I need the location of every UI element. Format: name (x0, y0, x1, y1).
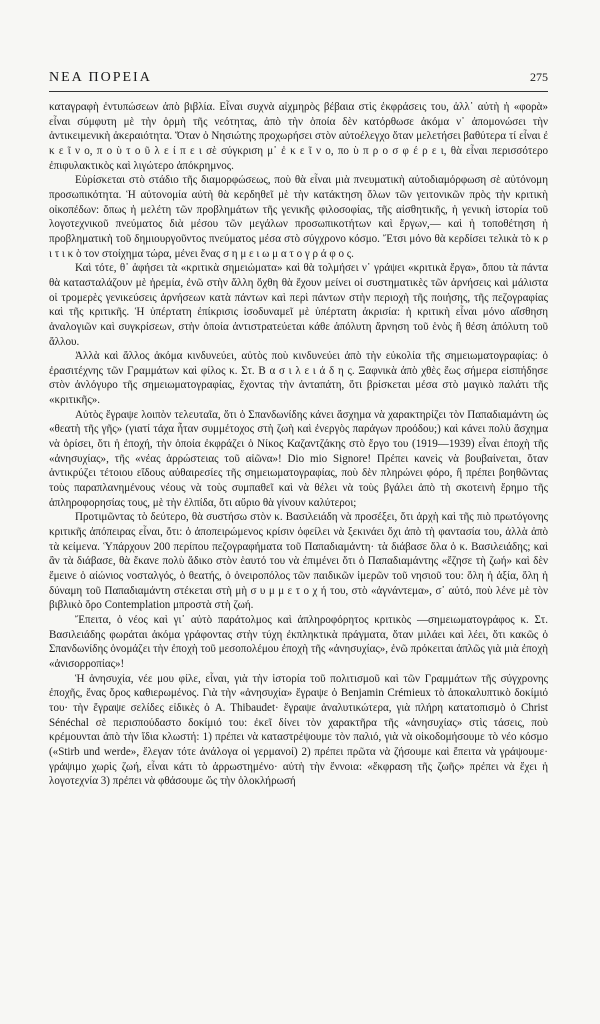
header-rule (49, 91, 548, 92)
paragraph: Ἔπειτα, ὁ νέος καὶ γι᾽ αὐτὸ παράτολμος καὶ ἀπληροφόρητος κριτικὸς —σημειωματογράφος κ. Στ. Βασιλειάδης φωράται ἀκόμα γράφοντας στὴν τύχη ἐκπληκτικὰ πράγματα, ὅταν μιλάει καὶ λέει, ὅτι κακῶς ὁ Σπανδωνίδης ὀνομάζει τὴν ἐποχὴ τοῦ μεσοπολέμου ἐποχὴ τῆς «ἀνησυχίας», ἐνῶ πρόκειται ἁπλῶς γιὰ μιὰ ἐποχὴ «ἀνισορροπίας»! (49, 613, 548, 670)
paragraph: Καὶ τότε, θ᾽ ἀφήσει τὰ «κριτικὰ σημειώματα» καὶ θὰ τολμήσει ν᾽ γράψει «κριτικὰ ἔργα», ὅπου τὰ πάντα θὰ κατασταλάζουν μὲ ἠρεμία, ἐνῶ στὴν ἄλλη ὄχθη θὰ ἔχουν μείνει οἱ συστηματικὲς τῶν ἀρνήσεις καὶ μάλιστα οἱ τρομερὲς γενικεύσεις ἀρνήσεων κατὰ πάντων καὶ περὶ πάντων στὴν περιοχὴ τῆς ποιήσης, τῆς πεζογραφίας καὶ τῆς κριτικῆς. Ἡ ὑπέρτατη ἐπίκρισις ἰσοδυναμεῖ μὲ ὑπέρτατη ἀκρισία: ἡ κριτικὴ εἶναι μόνο αἴσθηση ἀναλογιῶν καὶ συγκρίσεων, στὴν ὁποία ἀντιστρατεύεται κάθε ἀπόλυτη ἄρνηση τοῦ ἑνὸς ἢ θέση ἀπόλυτη τοῦ ἄλλου. (49, 262, 548, 348)
paragraph: Ἀλλὰ καὶ ἄλλος ἀκόμα κινδυνεύει, αὐτὸς ποὺ κινδυνεύει ἀπὸ τὴν εὐκολία τῆς σημειωματογραφίας: ὁ ἐρασιτέχνης τῶν Γραμμάτων καὶ φίλος κ. Στ. Β α σ ι λ ε ι ά δ η ς. Ξαφνικὰ ἀπὸ χθὲς ἕως σήμερα εἰσπήδησε στὸν ἀνλόγυρο τῆς σημειωματογραφίας, ἔχοντας τὴν ἀνταπάτη, ὅτι βρίσκεται μέσα στὸ μαγικὸ παλάτι τῆς «κριτικῆς». (49, 350, 548, 407)
article-body (49, 100, 548, 789)
paragraph: Προτιμῶντας τὸ δεύτερο, θὰ συστήσω στὸν κ. Βασιλειάδη νὰ προσέξει, ὅτι ἀρχὴ καὶ τῆς πιὸ πρωτόγονης κριτικῆς ἀπόπειρας εἶναι, ὅτι: ὁ ἀποπειρώμενος κρίσιν ὀφείλει νὰ ξεκινάει ὄχι ἀπὸ τὴ φαντασία του, ἀλλὰ ἀπὸ τὰ κείμενα. Ὑπάρχουν 200 περίπου πεζογραφήματα τοῦ Παπαδιαμάντη· τὰ διάβασε ὅλα ὁ κ. Βασιλειάδης; καὶ ἂν τὰ διάβασε, θὰ ἔκανε πολὺ ἄδικο στὸν ἑαυτό του νὰ ἐπιμένει ὅτι ὁ Παπαδιαμάντης «ἔζησε τὴ ζωή» καὶ δὲν ἔμεινε ὁ αἰώνιος νοσταλγός, ὁ θεατής, ὁ ὀνειροπόλος τῶν παιδικῶν ἱμερῶν τοῦ νησιοῦ του: ὅλη ἡ ἀξία, ὅλη ἡ δύναμη τοῦ Παπαδιαμάντη στέκεται στὴ μὴ σ υ μ μ ε τ ο χ ή του, στὸ «ἀγνάντεμα», σ᾽ αὐτό, ποὺ λένε μὲ τὸν βιβλικὸ ὅρο Contemplation μπροστὰ στὴ ζωή. (49, 511, 548, 612)
paragraph: Ἡ ἀνησυχία, νέε μου φίλε, εἶναι, γιὰ τὴν ἱστορία τοῦ πολιτισμοῦ καὶ τῶν Γραμμάτων τῆς σύγχρονης ἐποχῆς, ἕνας ὅρος καθιερωμένος. Γιὰ τὴν «ἀνησυχία» ἔγραψε ὁ Benjamin Crémieux τὸ ἀποκαλυπτικὸ δοκίμιό του· τὴν ἔγραψε σελίδες εἰδικὲς ὁ A. Thibaudet· ἔγραψε ἀναλυτικώτερα, γιὰ πλήρη κατατοπισμὸ ὁ Christ Sénéchal σὲ περισπούδαστο δοκίμιό του: ἐκεῖ δίνει τὸν χαρακτῆρα τῆς «ἀνησυχίας» στὶς τάσεις, ποὺ κρέμουνται ἀπὸ τὴν ἴδια κλωστή: 1) πρέπει νὰ καταστρέψουμε τὸν παλιό, γιὰ νὰ οἰκοδομήσουμε τὸ νέο κόσμο («Stirb und werde», ἔλεγαν τότε ἀνάλογα οἱ γερμανοί) 2) πρέπει πρῶτα νὰ ζήσουμε καὶ ἔπειτα νὰ γράψουμε· γράψιμο χωρὶς ζωή, εἶναι κάτι τὸ ἀρρωστημένο· αὐτὴ τὴν ἔννοια: «ἔκφραση τῆς ζωῆς» πρέπει νὰ ἔχει ἡ λογοτεχνία 3) πρέπει νὰ φθάσουμε ὥς τὴν ὁλοκλήρωσή (49, 672, 548, 788)
paragraph: Αὐτὸς ἔγραψε λοιπὸν τελευταῖα, ὅτι ὁ Σπανδωνίδης κάνει ἄσχημα νὰ χαρακτηρίζει τὸν Παπαδιαμάντη ὡς «θεατὴ τῆς γῆς» (γιατί τάχα ἦταν συμμέτοχος στὴ ζωὴ καὶ ἐνεργὸς παράγων προόδου;) καὶ κάνει πολὺ ἄσχημα νὰ ὁρίσει, ὅτι ἡ ἐποχή, τὴν ὁποία ἐκφράζει ὁ Νίκος Καζαντζάκης στὸ ἔργο του (1919—1939) εἶναι ἐποχὴ τῆς «ἀνησυχίας», τῆς «νέας ἀρρώστειας τοῦ αἰῶνα»! Dio mio Signore! Πρέπει κανεὶς νὰ βουβαίνεται, ὅταν ἀντικρύζει τέτοιου εἴδους αὐθαιρεσίες τῆς σημειωματογραφίας, ποὺ δὲν πληρώνει φόρο, ἢ πρέπει βοηθῶντας τοὺς παραπλανημένους νέους νὰ τοὺς συμπαθεῖ καὶ νὰ θέλει νὰ τοὺς βγάλει ἀπὸ τὴ σκοτεινὴ ἔρημο τῆς ἀπληροφορησίας τους, μὲ τὴν ἐλπίδα, ὅτι αὔριο θὰ γίνουν καλύτεροι; (49, 408, 548, 509)
running-head: ΝΕΑ ΠΟΡΕΙΑ (49, 70, 152, 85)
page-number: 275 (530, 70, 548, 84)
paragraph: Εὑρίσκεται στὸ στάδιο τῆς διαμορφώσεως, ποὺ θὰ εἶναι μιὰ πνευματικὴ αὐτοδιαμόρφωση σὲ αὐτόνομη προσωπικότητα. Ἡ αὐτονομία αὐτὴ θὰ κερδηθεῖ μὲ τὴν κατάκτηση ὅλων τῶν γειτονικῶν πρὸς τὴν κριτικὴ οἰκοπέδων: ὅπως ἡ μελέτη τῶν προβλημάτων τῆς γενικῆς φιλοσοφίας, τῆς αἰσθητικῆς, ἡ γενικὴ ἱστορία τοῦ λογοτεχνικοῦ πνεύματος διὰ μέσου τῶν μεγάλων προσωπικοτήτων καὶ ἔργων,— καὶ ἡ τοποθέτηση ἡ προβληματικὴ τοῦ δημιουργοῦντος πνεύματος μέσα στὸ σύγχρονο κόσμο. Ἔτσι μόνο θὰ κερδίσει τελικὰ τὸ κ ρ ι τ ι κ ὸ τον στοίχημα τώρα, μένει ἕνας σ η μ ε ι ω μ α τ ο γ ρ ά φ ο ς. (49, 174, 548, 260)
page-header (49, 70, 548, 86)
paragraph: καταγραφὴ ἐντυπώσεων ἀπὸ βιβλία. Εἶναι συχνὰ αἰχμηρὸς βέβαια στὶς ἐκφράσεις του, ἀλλ᾽ αὐτὴ ἡ «φορὰ» εἶναι σύμφυτη μὲ τὴν ὁρμὴ τῆς νεότητας, ἀπὸ τὴν ὁποία δὲν κατόρθωσε ἀκόμα ν᾽ ἀπομονώσει τὴν ἀντικειμενικὴ ἀκεραιότητα. Ὅταν ὁ Νησιώτης προχωρήσει στὸν αὐτοέλεγχο ὅταν μελετήσει βαθύτερα τί εἶναι ἐ κ ε ῖ ν ο, π ο ὺ τ ο ῦ λ ε ί π ε ι σὲ σύγκριση μ᾽ ἐ κ ε ῖ ν ο, πο ὺ π ρ ο σ φ έ ρ ε ι, θὰ εἶναι περισσότερο ἐπιφυλακτικὸς καὶ λιγώτερο ἀπόκρημνος. (49, 101, 548, 172)
